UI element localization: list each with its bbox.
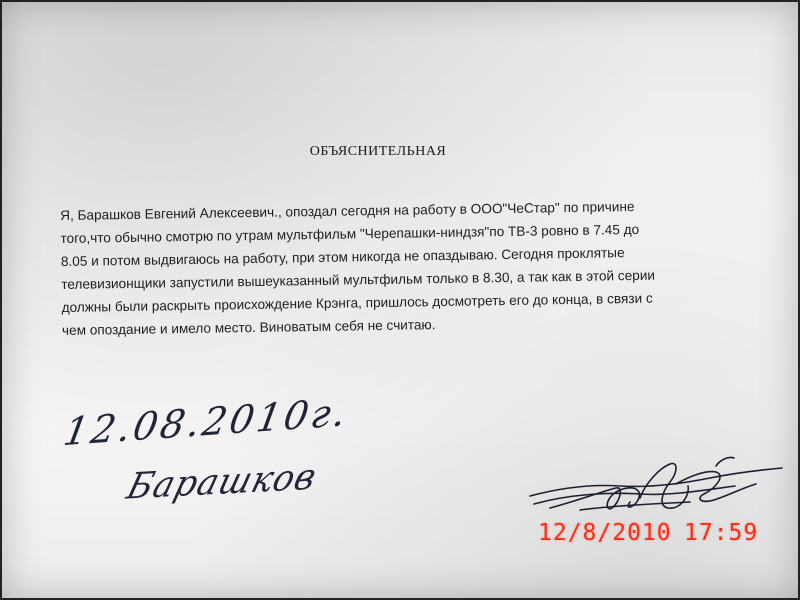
handwritten-date: 12.08.2010г. — [60, 389, 353, 455]
body-line-2: того,что обычно смотрю по утрам мультфильм "Черепашки-ниндзя"по ТВ-3 ровно в 7.45 до — [60, 221, 640, 246]
body-line-3: 8.05 и потом выдвигаюсь на работу, при этом никогда не опаздываю. Сегодня проклятые — [60, 245, 625, 269]
camera-date-stamp: 12/8/2010 — [538, 520, 672, 546]
body-line-6: чем опоздание и имело место. Виноватым себя не считаю. — [61, 317, 436, 338]
document-body — [60, 193, 762, 342]
body-line-1: Я, Барашков Евгений Алексеевич., опоздал сегодня на работу в ООО"ЧеСтар" по причине — [60, 198, 635, 223]
camera-time-stamp: 17:59 — [684, 520, 759, 546]
handwritten-name: Барашков — [122, 455, 322, 509]
signature-icon — [520, 448, 790, 528]
body-line-5: должны были раскрыть происхождение Крэнга, пришлось досмотреть его до конца, в связи с — [61, 290, 653, 315]
body-line-4: телевизионщики запустили вышеуказанный мультфильм только в 8.30, а так как в этой серии — [61, 267, 656, 292]
document-title: ОБЪЯСНИТЕЛЬНАЯ — [309, 144, 447, 159]
